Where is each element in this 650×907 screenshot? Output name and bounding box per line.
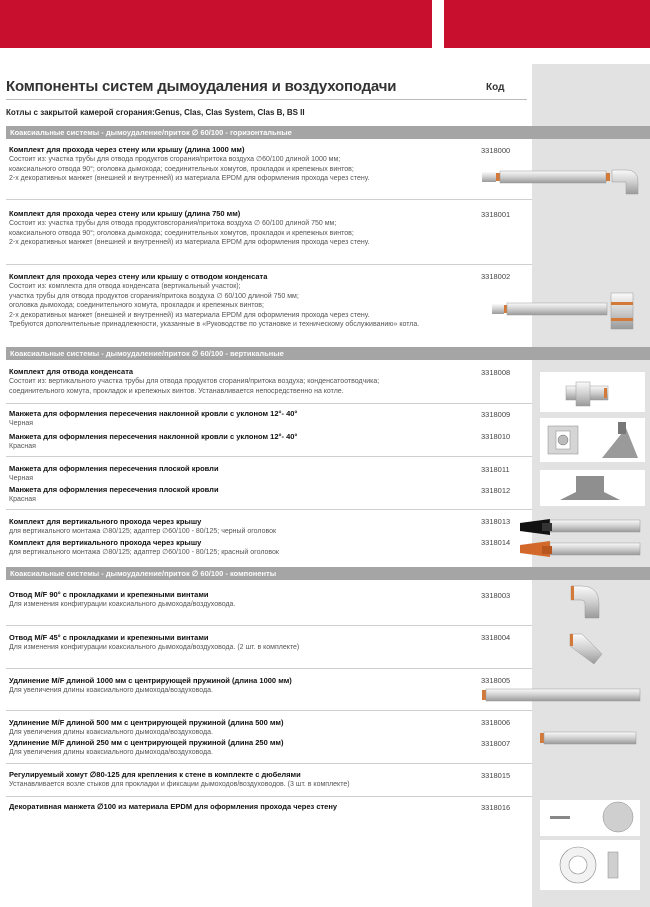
item-title: Комплект для прохода через стену или крышу (длина 750 мм)	[9, 209, 241, 218]
boiler-subtitle: Котлы с закрытой камерой сгорания:Genus, Clas, Clas System, Clas B, BS II	[6, 108, 305, 117]
item-title: Удлинение M/F длиной 1000 мм с центрирующей пружиной (длина 1000 мм)	[9, 676, 292, 685]
row-divider	[6, 456, 532, 457]
item-desc: Красная	[9, 443, 36, 450]
row-divider	[6, 509, 532, 510]
item-desc: Состоит из: участка трубы для отвода продуктовсгорания/притока воздуха ∅ 60/100 длиной 750 мм;	[9, 220, 337, 227]
item-code: 3318002	[481, 272, 511, 281]
condensate-collector-image	[540, 372, 645, 412]
item-code: 3318003	[481, 591, 511, 600]
product-item	[9, 485, 479, 505]
item-desc: Для увеличения длины коаксиального дымохода/воздуховода.	[9, 687, 213, 694]
item-desc: Состоит из: участка трубы для отвода продуктов сгорания/притока воздуха ∅60/100 длиной 1000 мм;	[9, 156, 341, 163]
item-code: 3318006	[481, 718, 511, 727]
item-desc: Для изменения конфигурации коаксиального дымохода/воздуховода.	[9, 601, 236, 608]
item-desc: 2-х декоративных манжет (внешней и внутренней) из материала EPDM для оформления прохода через стену.	[9, 311, 370, 319]
row-divider	[6, 710, 532, 711]
item-desc: для вертикального монтажа ∅80/125; адаптер ∅60/100 - 80/125; красный оголовок	[9, 549, 279, 556]
product-item	[9, 676, 479, 696]
product-item	[9, 590, 479, 610]
horizontal-kit-1000-image	[480, 158, 645, 196]
item-code: 3318016	[481, 803, 511, 812]
wall-clamp-image	[540, 800, 640, 836]
section-components: Коаксиальные системы - дымоудаление/приток ∅ 60/100 - компоненты	[6, 567, 650, 580]
item-desc: Устанавливается возле стыков для прокладки и фиксации дымоходов/воздуховодов. (3 шт. в комплекте)	[9, 781, 350, 788]
item-desc: соединительного хомута, прокладок и крепежных винтов. Устанавливается непосредственно на котле.	[9, 387, 344, 395]
item-title: Удлинение M/F длиной 250 мм с центрирующей пружиной (длина 250 мм)	[9, 738, 284, 747]
flat-roof-flashing-image	[540, 470, 645, 506]
product-item	[9, 718, 479, 738]
item-code: 3318000	[481, 146, 511, 155]
item-code: 3318001	[481, 210, 511, 219]
item-code: 3318014	[481, 538, 511, 547]
section-vertical: Коаксиальные системы - дымоудаление/приток ∅ 60/100 - вертикальные	[6, 347, 650, 360]
item-code: 3318011	[481, 465, 510, 474]
item-desc: для вертикального монтажа ∅80/125; адаптер ∅60/100 - 80/125; черный оголовок	[9, 528, 277, 535]
item-code: 3318012	[481, 486, 511, 495]
condensate-kit-image	[490, 290, 645, 332]
header-bar	[0, 0, 650, 48]
item-title: Манжета для оформления пересечения наклонной кровли с уклоном 12°- 40°	[9, 409, 298, 418]
item-title: Комплект для отвода конденсата	[9, 367, 134, 376]
product-item	[9, 802, 479, 812]
elbow-45-image	[562, 628, 612, 670]
product-item	[9, 145, 479, 184]
item-code: 3318015	[481, 771, 511, 780]
item-title: Отвод M/F 45° с прокладками и крепежными винтами	[9, 633, 209, 642]
item-title: Комплект для вертикального прохода через крышу	[9, 538, 202, 547]
product-item	[9, 209, 479, 248]
item-desc: Для увеличения длины коаксиального дымохода/воздуховода.	[9, 749, 213, 756]
item-desc: участка трубы для отвода продуктов сгорания/притока воздуха ∅ 60/100 длиной 750 мм;	[9, 292, 299, 300]
item-code: 3318009	[481, 410, 511, 419]
item-title: Комплект для вертикального прохода через крышу	[9, 517, 202, 526]
item-desc: 2-х декоративных манжет (внешней и внутренней) из материала EPDM для оформления прохода через стену.	[9, 175, 370, 182]
title-divider	[6, 99, 527, 100]
row-divider	[6, 763, 532, 764]
item-title: Манжета для оформления пересечения плоской кровли	[9, 464, 219, 473]
elbow-90-image	[565, 582, 610, 622]
product-item	[9, 538, 479, 558]
item-title: Регулируемый хомут ∅80-125 для крепления к стене в комплекте с дюбелями	[9, 770, 301, 779]
header-gap	[432, 0, 444, 48]
page-title: Компоненты систем дымоудаления и воздухоподачи	[6, 78, 397, 95]
item-desc: Красная	[9, 496, 36, 503]
code-column-heading: Код	[486, 82, 505, 93]
product-item	[9, 517, 479, 537]
row-divider	[6, 403, 532, 404]
item-desc: Черная	[9, 420, 34, 427]
product-item	[9, 272, 479, 330]
horizontal-kit-750-image	[480, 222, 645, 242]
item-desc: Для изменения конфигурации коаксиального дымохода/воздуховода. (2 шт. в комплекте)	[9, 644, 300, 651]
item-code: 3318004	[481, 633, 511, 642]
row-divider	[6, 199, 532, 200]
item-desc: Состоит из: вертикального участка трубы для отвода продуктов сгорания/притока воздуха; конденсатоотводчика;	[9, 378, 380, 385]
product-item	[9, 432, 479, 452]
item-title: Декоративная манжета ∅100 из материала EPDM для оформления прохода через стену	[9, 802, 338, 811]
item-desc: 2-х декоративных манжет (внешней и внутренней) из материала EPDM для оформления прохода через стену.	[9, 239, 370, 246]
section-horizontal: Коаксиальные системы - дымоудаление/приток ∅ 60/100 - горизонтальные	[6, 126, 650, 139]
item-desc: коаксиального отвода 90°; оголовка дымохода; соединительных хомутов, прокладок и крепежных винтов;	[9, 229, 354, 237]
item-code: 3318005	[481, 676, 511, 685]
item-code: 3318008	[481, 368, 511, 377]
item-desc: Требуются дополнительные принадлежности, указанные в «Руководстве по установке и техническому обслуживанию» котла.	[9, 321, 420, 328]
product-item	[9, 770, 479, 790]
item-title: Отвод M/F 90° с прокладками и крепежными винтами	[9, 590, 209, 599]
item-title: Манжета для оформления пересечения плоской кровли	[9, 485, 219, 494]
item-title: Комплект для прохода через стену или крышу с отводом конденсата	[9, 272, 268, 281]
product-item	[9, 738, 479, 758]
pitched-roof-flashing-image	[540, 418, 645, 462]
row-divider	[6, 264, 532, 265]
item-desc: Для увеличения длины коаксиального дымохода/воздуховода.	[9, 729, 213, 736]
row-divider	[6, 668, 532, 669]
vertical-roof-kit-image	[480, 515, 645, 563]
item-desc: Состоит из: комплекта для отвода конденсата (вертикальный участок);	[9, 283, 241, 290]
product-item	[9, 633, 479, 653]
extension-500-250-image	[540, 731, 640, 745]
item-title: Комплект для прохода через стену или крышу (длина 1000 мм)	[9, 145, 245, 154]
row-divider	[6, 796, 532, 797]
item-code: 3318007	[481, 739, 511, 748]
item-title: Манжета для оформления пересечения наклонной кровли с уклоном 12°- 40°	[9, 432, 298, 441]
decorative-collar-image	[540, 840, 640, 890]
row-divider	[6, 625, 532, 626]
item-code: 3318013	[481, 517, 511, 526]
product-item	[9, 464, 479, 484]
item-desc: оголовка дымохода; соединительного хомута, прокладок и крепежных винтов;	[9, 302, 264, 309]
product-item	[9, 409, 479, 429]
item-desc: Черная	[9, 475, 34, 482]
item-desc: коаксиального отвода 90°; оголовка дымохода; соединительных хомутов, прокладок и крепежных винтов;	[9, 165, 354, 173]
product-item	[9, 367, 479, 396]
item-title: Удлинение M/F длиной 500 мм с центрирующей пружиной (длина 500 мм)	[9, 718, 284, 727]
item-code: 3318010	[481, 432, 511, 441]
extension-1000-image	[482, 688, 642, 702]
